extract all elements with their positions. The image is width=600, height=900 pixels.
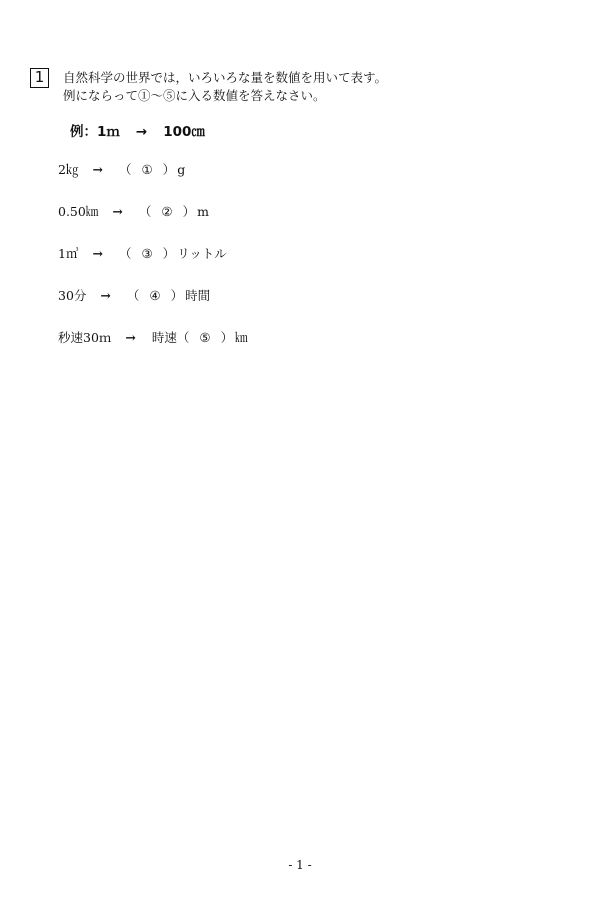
problem-1 [58,162,185,178]
example-answer: 100㎝ [163,124,205,140]
problem-given: 2㎏ [58,162,79,177]
problem-unit: リットル [177,246,227,261]
close-paren: ） [162,246,176,261]
problem-unit: g [177,162,186,177]
instruction-line-2: 例にならって①～⑤に入る数値を答えなさい。 [63,88,326,103]
blank-mark: ④ [149,288,161,303]
problem-4 [58,288,210,304]
example-arrow: → [135,124,148,140]
problem-2 [58,204,209,220]
instruction-line-1: 自然科学の世界では，いろいろな量を数値を用いて表す。 [63,70,388,85]
arrow-icon: → [125,330,136,345]
answer-blank-3[interactable] [119,246,175,262]
answer-blank-4[interactable] [127,288,183,304]
prefix-with-paren: 時速（ [151,330,190,345]
problem-unit: 時間 [185,288,211,303]
problem-unit: ㎞ [235,330,248,345]
question-number-box: 1 [30,68,49,88]
open-paren: （ [126,288,140,303]
problem-given: 30分 [58,288,87,303]
arrow-icon: → [92,246,103,261]
problem-given: 秒速30ｍ [58,330,112,345]
open-paren: （ [118,162,132,177]
blank-mark: ③ [141,246,153,261]
close-paren: ） [170,288,184,303]
close-paren: ） [220,330,234,345]
answer-blank-2[interactable] [139,204,195,220]
blank-mark: ① [141,162,153,177]
close-paren: ） [182,204,196,219]
blank-mark: ⑤ [199,330,211,345]
example-line [70,120,205,140]
problem-5 [58,330,248,346]
answer-blank-5[interactable] [152,330,233,346]
answer-blank-1[interactable] [119,162,175,178]
blank-mark: ② [161,204,173,219]
example-label: 例：1ｍ [70,124,120,140]
arrow-icon: → [112,204,123,219]
problem-given: 1㎥ [58,246,79,261]
page-number: - 1 - [288,858,312,872]
open-paren: （ [118,246,132,261]
open-paren: （ [138,204,152,219]
problem-3 [58,246,227,262]
problem-given: 0.50㎞ [58,204,99,219]
problem-unit: m [197,204,209,219]
close-paren: ） [162,162,176,177]
arrow-icon: → [100,288,111,303]
arrow-icon: → [92,162,103,177]
